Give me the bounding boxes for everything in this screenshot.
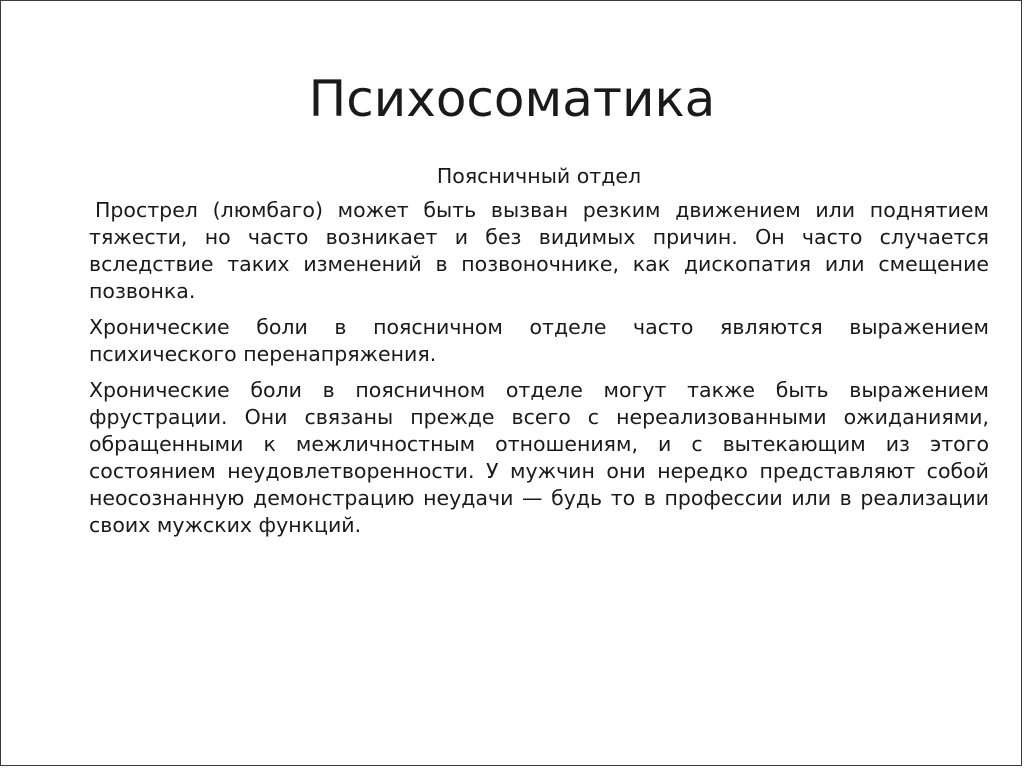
paragraph-lumbago: Прострел (люмбаго) может быть вызван резким движением или поднятием тяжести, но часто возникает и без видимых причин. Он часто случается вследствие таких изменений в позвоночнике, как дископатия или смещение позвонка. [89, 198, 989, 303]
slide-title: Психосоматика [308, 70, 716, 128]
paragraph-chronic-pain-frustration: Хронические боли в поясничном отделе могут также быть выражением фрустрации. Они связаны прежде всего с нереализованными ожиданиями, обращенными к межличностным отношениям, и с вытекающим из этого состоянием неудовлетворенности. У мужчин они нередко представляют собой неосознанную демонстрацию неудачи — будь то в профессии или в реализации своих мужских функций. [89, 378, 989, 537]
slide-body [89, 163, 989, 548]
slide-subtitle: Поясничный отдел [436, 164, 642, 188]
paragraph-chronic-pain-stress: Хронические боли в поясничном отделе часто являются выражением психического перенапряжения. [89, 315, 989, 366]
